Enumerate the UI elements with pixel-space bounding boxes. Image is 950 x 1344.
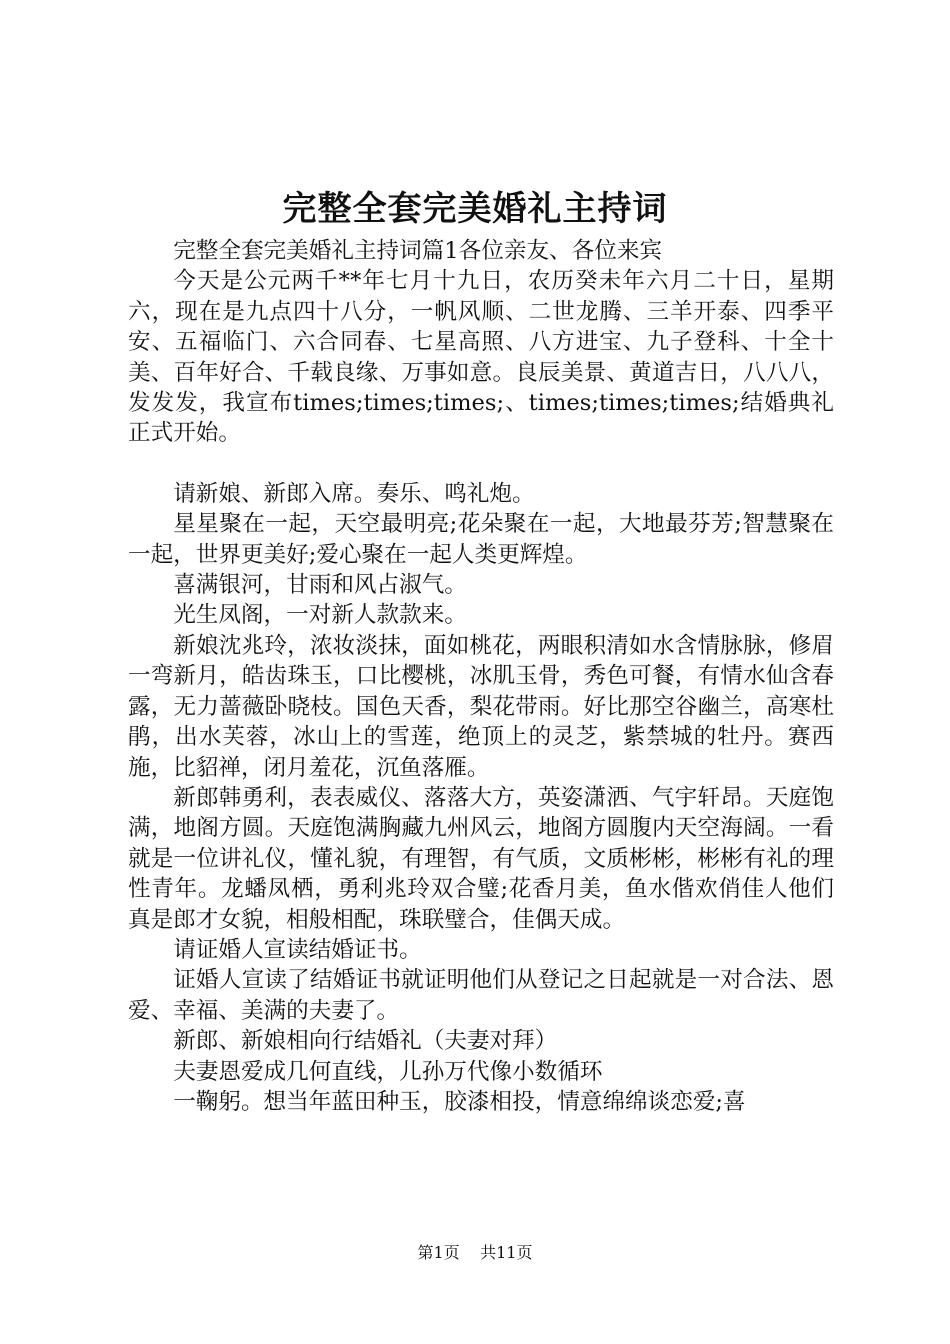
paragraph: 光生凤阁，一对新人款款来。 xyxy=(173,602,467,629)
paragraph: 夫妻恩爱成几何直线，儿孙万代像小数循环 xyxy=(173,1058,603,1085)
paragraph: 新娘沈兆玲，浓妆淡抹，面如桃花，两眼积清如水含情脉脉，修眉一弯新月，皓齿珠玉，口比樱桃，冰肌玉骨，秀色可餐，有情水仙含春露，无力蔷薇卧晓枝。国色天香，梨花带雨。好比那空谷幽兰，高寒杜鹃，出水芙蓉，冰山上的雪莲，绝顶上的灵芝，紫禁城的牡丹。赛西施，比貂禅，闭月羞花，沉鱼落雁。 xyxy=(128,632,834,781)
paragraph: 完整全套完美婚礼主持词篇1各位亲友、各位来宾 xyxy=(173,238,663,264)
paragraph: 证婚人宣读了结婚证书就证明他们从登记之日起就是一对合法、恩爱、幸福、美满的夫妻了。 xyxy=(128,967,834,1024)
paragraph: 请证婚人宣读结婚证书。 xyxy=(173,936,422,963)
page-footer xyxy=(0,1242,950,1264)
paragraph: 新郎韩勇利，表表威仪、落落大方，英姿潇洒、气宇轩昂。天庭饱满，地阁方圆。天庭饱满胸藏九州风云，地阁方圆腹内天空海阔。一看就是一位讲礼仪，懂礼貌，有理智，有气质，文质彬彬，彬彬有礼的理性青年。龙蟠凤栖，勇利兆玲双合璧;花香月美，鱼水偕欢俏佳人他们真是郎才女貌，相般相配，珠联璧合，佳偶天成。 xyxy=(128,784,834,933)
paragraph: 新郎、新娘相向行结婚礼（夫妻对拜） xyxy=(173,1028,558,1055)
page-number: 第1页 xyxy=(417,1243,460,1262)
document-title: 完整全套完美婚礼主持词 xyxy=(282,189,668,229)
paragraph: 今天是公元两千**年七月十九日，农历癸未年六月二十日，星期六，现在是九点四十八分，一帆风顺、二世龙腾、三羊开泰、四季平安、五福临门、六合同春、七星高照、八方进宝、九子登科、十全十美、百年好合、千载良缘、万事如意。良辰美景、黄道吉日，八八八，发发发，我宣布times;times;times;、times;times;times;结婚典礼正式开始。 xyxy=(128,268,834,447)
paragraph: 请新娘、新郎入席。奏乐、鸣礼炮。 xyxy=(173,480,535,507)
paragraph: 一鞠躬。想当年蓝田种玉，胶漆相投，情意绵绵谈恋爱;喜 xyxy=(173,1088,746,1115)
document-body xyxy=(128,236,834,1117)
paragraph: 星星聚在一起，天空最明亮;花朵聚在一起，大地最芬芳;智慧聚在一起，世界更美好;爱心聚在一起人类更辉煌。 xyxy=(128,511,834,568)
page-total: 共11页 xyxy=(480,1243,533,1262)
paragraph: 喜满银河，甘雨和风占淑气。 xyxy=(173,572,467,599)
